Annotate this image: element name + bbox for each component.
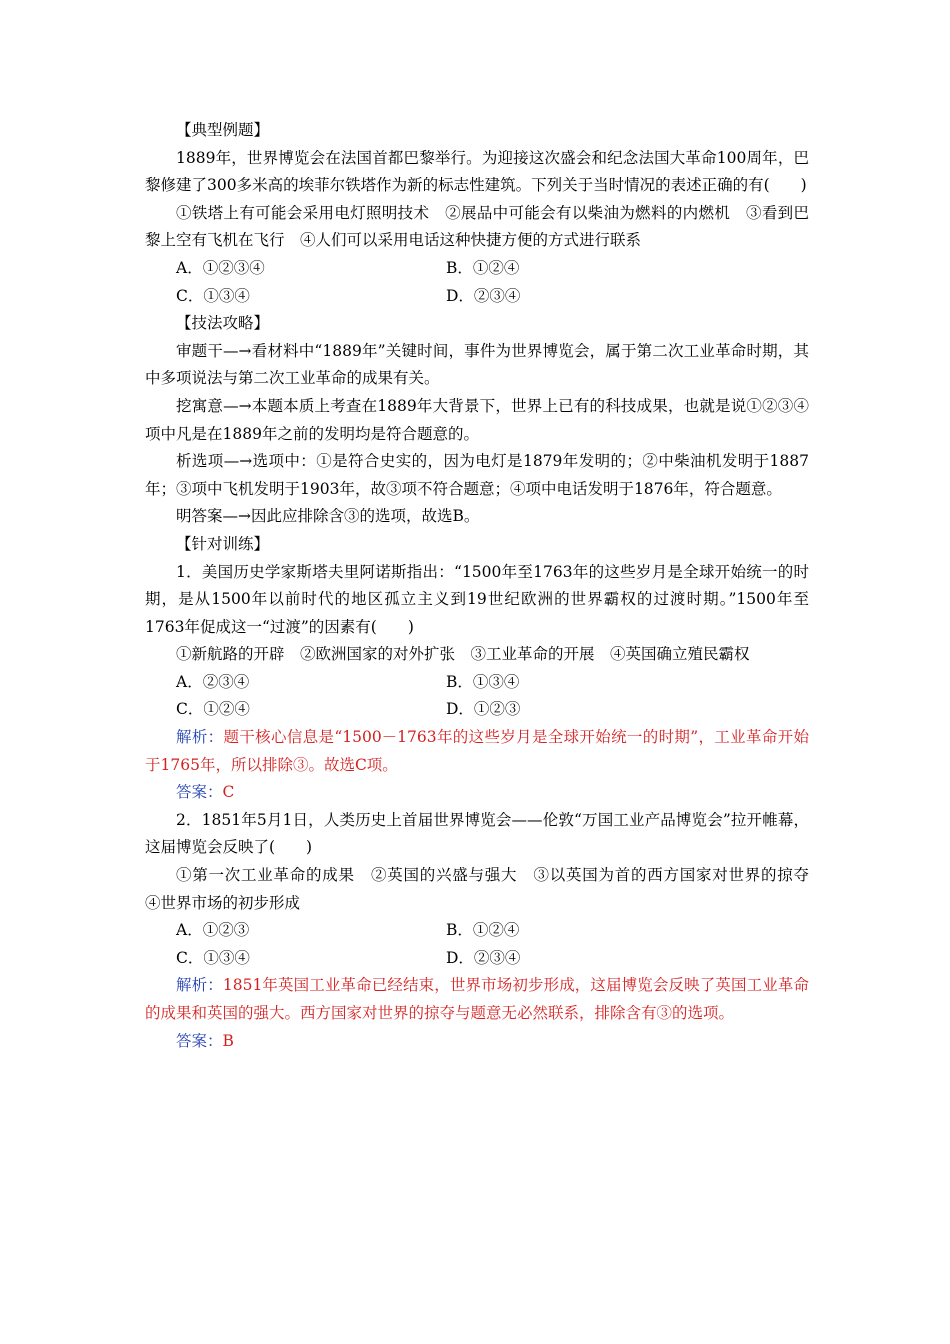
question-1-options-row-2 [145,696,809,724]
question-2-analysis [145,972,809,1027]
option-b: B．①②④ [446,258,520,277]
analysis-label: 解析： [176,728,224,747]
question-2-items: ①第一次工业革命的成果 ②英国的兴盛与强大 ③以英国为首的西方国家对世界的掠夺 ④世界市场的初步形成 [145,866,825,912]
option-d: D．①②③ [446,700,521,719]
option-a: A．②③④ [176,672,250,691]
question-2-answer [145,1028,809,1056]
example-options-row-1 [145,255,809,283]
option-d: D．②③④ [446,948,521,967]
analysis-text: 1851年英国工业革命已经结束，世界市场初步形成，这届博览会反映了英国工业革命的成果和英国的强大。西方国家对世界的掠夺与题意无必然联系，排除含有③的选项。 [145,976,809,1022]
analysis-label: 解析： [176,976,223,995]
option-a: A．①②③ [176,921,250,940]
example-items: ①铁塔上有可能会采用电灯照明技术 ②展品中可能会有以柴油为燃料的内燃机 ③看到巴黎上空有飞机在飞行 ④人们可以采用电话这种快捷方便的方式进行联系 [145,203,809,250]
option-d: D．②③④ [446,286,521,305]
option-c: C．①③④ [176,948,250,967]
option-c: C．①③④ [176,286,250,305]
document-body [145,117,825,1055]
answer-label: 答案： [176,1031,223,1050]
answer-label: 答案： [176,783,223,802]
section-heading-training: 【针对训练】 [176,534,270,553]
question-1-stem: 1．美国历史学家斯塔夫里阿诺斯指出：“1500年至1763年的这些岁月是全球开始统一的时期，是从1500年以前时代的地区孤立主义到19世纪欧洲的世界霸权的过渡时期。”1500年至1763年促成这一“过渡”的因素有( ) [145,562,809,636]
answer-value: C [222,783,235,802]
answer-value: B [222,1031,234,1050]
question-2-options-row-1 [145,917,809,945]
question-2-stem: 2．1851年5月1日，人类历史上首届世界博览会——伦敦“万国工业产品博览会”拉开帷幕，这届博览会反映了( ) [145,810,809,857]
option-b: B．①②④ [446,921,520,940]
technique-step-meaning: 挖寓意—→本题本质上考查在1889年大背景下，世界上已有的科技成果，也就是说①②③④项中凡是在1889年之前的发明均是符合题意的。 [145,396,809,443]
question-1-options-row-1 [145,669,809,697]
technique-step-read-stem: 审题干—→看材料中“1889年”关键时间，事件为世界博览会，属于第二次工业革命时期，其中多项说法与第二次工业革命的成果有关。 [145,341,809,388]
option-a: A．①②③④ [176,258,265,277]
option-b: B．①③④ [446,672,520,691]
option-c: C．①②④ [176,700,250,719]
question-1-analysis [145,724,809,779]
section-heading-example: 【典型例题】 [176,121,270,139]
technique-step-answer: 明答案—→因此应排除含③的选项，故选B。 [176,507,480,526]
analysis-text: 题干核心信息是“1500－1763年的这些岁月是全球开始统一的时期”，工业革命开始于1765年，所以排除③。故选C项。 [145,728,809,774]
question-2-options-row-2 [145,945,809,973]
question-1-items: ①新航路的开辟 ②欧洲国家的对外扩张 ③工业革命的开展 ④英国确立殖民霸权 [176,645,750,664]
question-1-answer [145,779,809,807]
example-options-row-2 [145,283,809,311]
example-stem: 1889年，世界博览会在法国首都巴黎举行。为迎接这次盛会和纪念法国大革命100周年，巴黎修建了300多米高的埃菲尔铁塔作为新的标志性建筑。下列关于当时情况的表述正确的有( ) [145,148,809,195]
technique-step-analyze: 析选项—→选项中：①是符合史实的，因为电灯是1879年发明的；②中柴油机发明于1887年；③项中飞机发明于1903年，故③项不符合题意；④项中电话发明于1876年，符合题意。 [145,452,809,498]
section-heading-technique: 【技法攻略】 [176,314,270,333]
